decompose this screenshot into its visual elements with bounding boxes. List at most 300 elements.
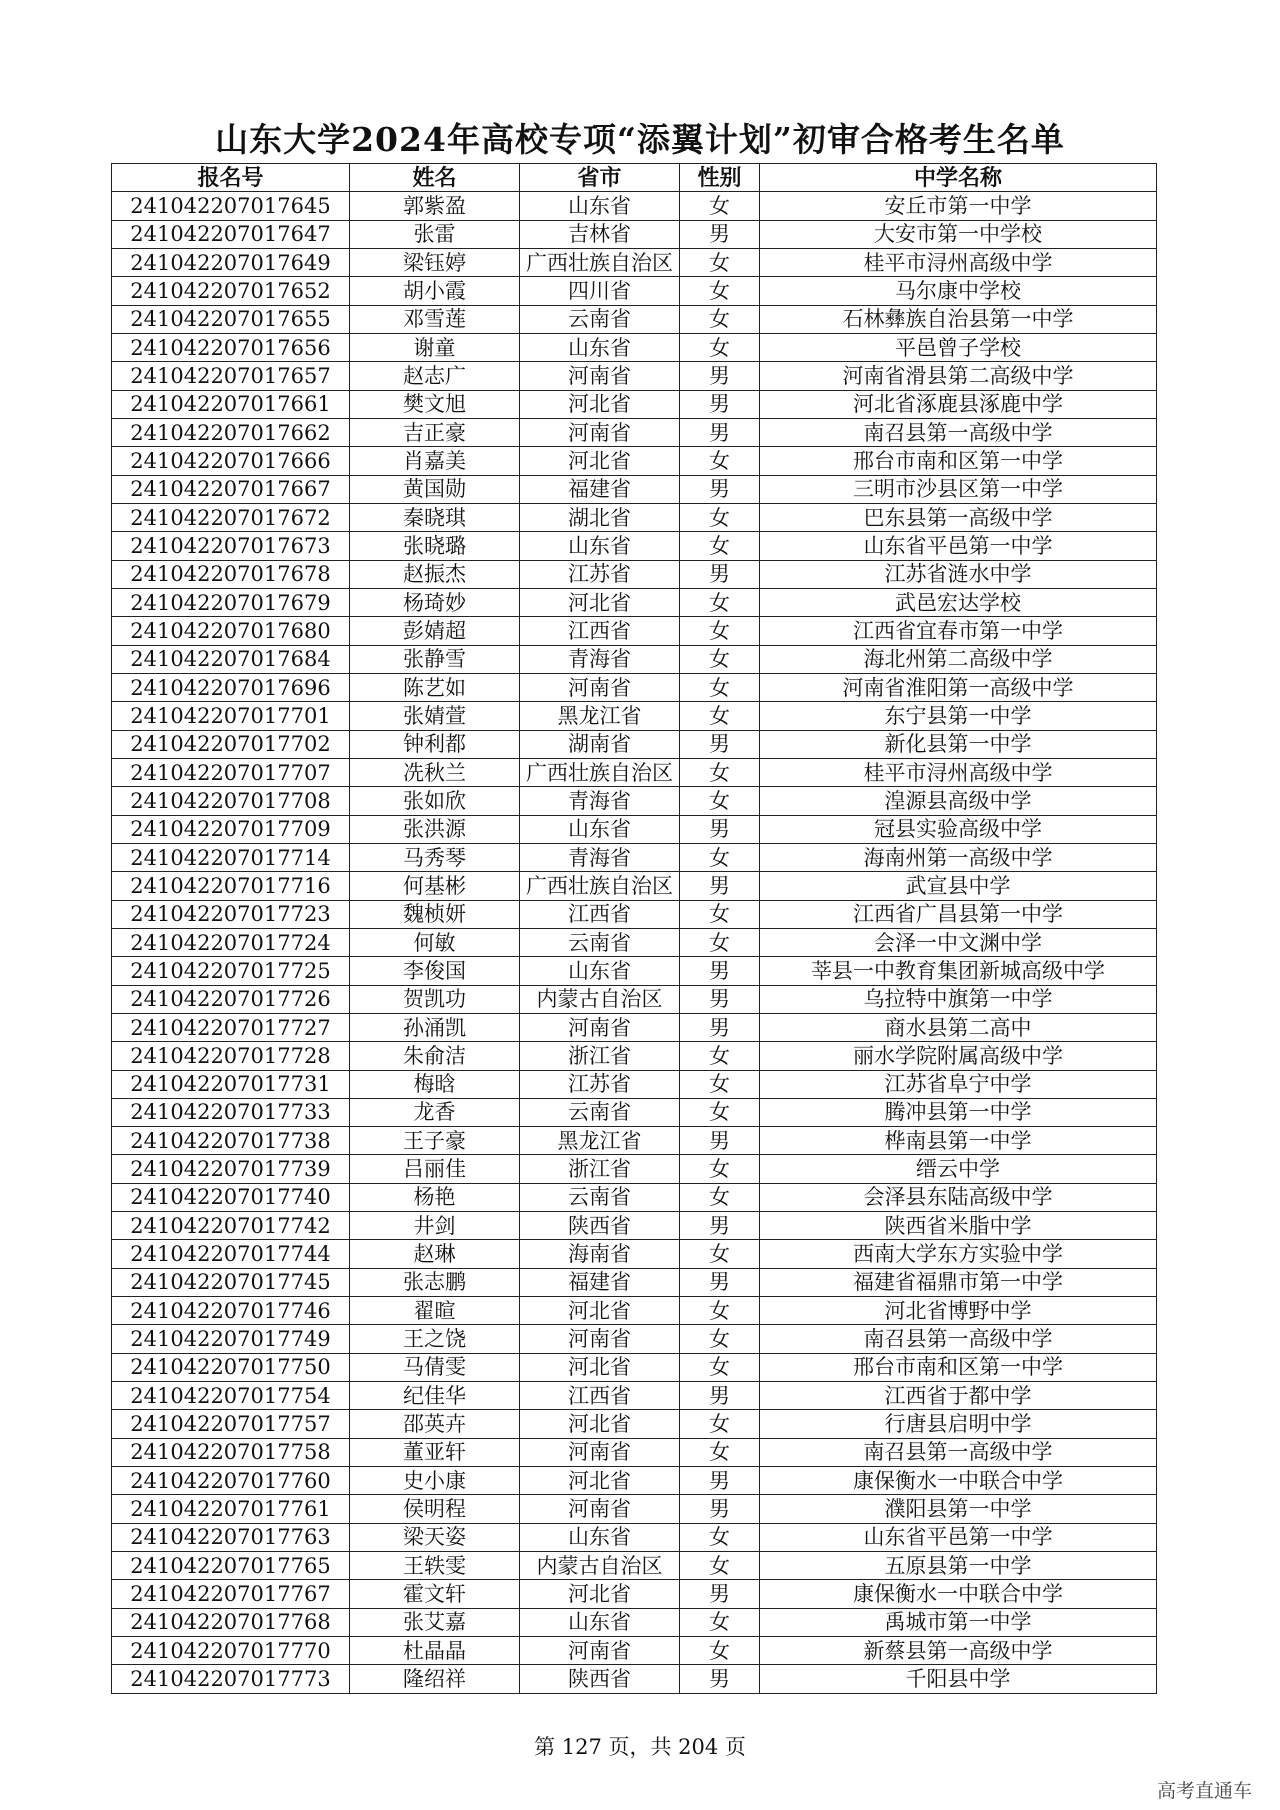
table-row [112, 815, 1157, 843]
province-cell: 河南省 [520, 362, 680, 390]
registration-number-cell: 241042207017696 [112, 673, 350, 701]
registration-number-cell: 241042207017708 [112, 787, 350, 815]
province-cell: 河北省 [520, 447, 680, 475]
province-cell: 广西壮族自治区 [520, 758, 680, 786]
gender-cell: 男 [680, 815, 760, 843]
page-number: 第 127 页，共 204 页 [534, 1735, 746, 1759]
table-row [112, 418, 1157, 446]
registration-number-cell: 241042207017656 [112, 333, 350, 361]
province-cell: 内蒙古自治区 [520, 985, 680, 1013]
table-row [112, 787, 1157, 815]
gender-cell: 男 [680, 475, 760, 503]
registration-number-cell: 241042207017765 [112, 1552, 350, 1580]
province-cell: 青海省 [520, 843, 680, 871]
school-cell: 缙云中学 [760, 1155, 1157, 1183]
table-row [112, 1127, 1157, 1155]
header-school: 中学名称 [760, 164, 1157, 192]
registration-number-cell: 241042207017725 [112, 957, 350, 985]
registration-number-cell: 241042207017673 [112, 532, 350, 560]
school-cell: 新化县第一中学 [760, 730, 1157, 758]
registration-number-cell: 241042207017709 [112, 815, 350, 843]
province-cell: 福建省 [520, 1268, 680, 1296]
province-cell: 浙江省 [520, 1042, 680, 1070]
table-row [112, 1382, 1157, 1410]
name-cell: 王子豪 [350, 1127, 520, 1155]
name-cell: 马倩雯 [350, 1353, 520, 1381]
name-cell: 侯明程 [350, 1495, 520, 1523]
name-cell: 王轶雯 [350, 1552, 520, 1580]
gender-cell: 男 [680, 1127, 760, 1155]
province-cell: 广西壮族自治区 [520, 872, 680, 900]
registration-number-cell: 241042207017744 [112, 1240, 350, 1268]
school-cell: 武宣县中学 [760, 872, 1157, 900]
gender-cell: 男 [680, 872, 760, 900]
name-cell: 王之饶 [350, 1325, 520, 1353]
name-cell: 梁天姿 [350, 1523, 520, 1551]
name-cell: 贺凯功 [350, 985, 520, 1013]
registration-number-cell: 241042207017716 [112, 872, 350, 900]
table-row [112, 843, 1157, 871]
school-cell: 江西省宜春市第一中学 [760, 617, 1157, 645]
school-cell: 平邑曾子学校 [760, 333, 1157, 361]
school-cell: 邢台市南和区第一中学 [760, 447, 1157, 475]
table-row [112, 305, 1157, 333]
gender-cell: 女 [680, 503, 760, 531]
gender-cell: 女 [680, 1297, 760, 1325]
school-cell: 南召县第一高级中学 [760, 1325, 1157, 1353]
name-cell: 胡小霞 [350, 277, 520, 305]
candidate-table [111, 163, 1157, 1694]
school-cell: 山东省平邑第一中学 [760, 532, 1157, 560]
registration-number-cell: 241042207017702 [112, 730, 350, 758]
table-row [112, 730, 1157, 758]
registration-number-cell: 241042207017662 [112, 418, 350, 446]
name-cell: 隆绍祥 [350, 1665, 520, 1693]
province-cell: 黑龙江省 [520, 1127, 680, 1155]
name-cell: 彭婧超 [350, 617, 520, 645]
name-cell: 张如欣 [350, 787, 520, 815]
gender-cell: 女 [680, 900, 760, 928]
name-cell: 秦晓琪 [350, 503, 520, 531]
gender-cell: 男 [680, 730, 760, 758]
province-cell: 福建省 [520, 475, 680, 503]
header-name: 姓名 [350, 164, 520, 192]
page-title: 山东大学2024年高校专项“添翼计划”初审合格考生名单 [215, 120, 1065, 159]
name-cell: 魏桢妍 [350, 900, 520, 928]
name-cell: 梅晗 [350, 1070, 520, 1098]
table-row [112, 1523, 1157, 1551]
name-cell: 肖嘉美 [350, 447, 520, 475]
province-cell: 河南省 [520, 1013, 680, 1041]
registration-number-cell: 241042207017749 [112, 1325, 350, 1353]
table-row [112, 1098, 1157, 1126]
registration-number-cell: 241042207017661 [112, 390, 350, 418]
school-cell: 武邑宏达学校 [760, 588, 1157, 616]
table-row [112, 1013, 1157, 1041]
name-cell: 杜晶晶 [350, 1637, 520, 1665]
table-row [112, 333, 1157, 361]
registration-number-cell: 241042207017758 [112, 1438, 350, 1466]
table-row [112, 390, 1157, 418]
registration-number-cell: 241042207017679 [112, 588, 350, 616]
province-cell: 河南省 [520, 1438, 680, 1466]
school-cell: 千阳县中学 [760, 1665, 1157, 1693]
name-cell: 龙香 [350, 1098, 520, 1126]
province-cell: 江西省 [520, 900, 680, 928]
province-cell: 河南省 [520, 418, 680, 446]
gender-cell: 男 [680, 220, 760, 248]
registration-number-cell: 241042207017647 [112, 220, 350, 248]
table-header-row [112, 164, 1157, 192]
table-row [112, 1580, 1157, 1608]
gender-cell: 女 [680, 702, 760, 730]
name-cell: 张洪源 [350, 815, 520, 843]
school-cell: 大安市第一中学校 [760, 220, 1157, 248]
table-row [112, 985, 1157, 1013]
name-cell: 井剑 [350, 1212, 520, 1240]
table-row [112, 588, 1157, 616]
name-cell: 张晓璐 [350, 532, 520, 560]
school-cell: 会泽一中文渊中学 [760, 928, 1157, 956]
name-cell: 史小康 [350, 1467, 520, 1495]
province-cell: 河北省 [520, 1353, 680, 1381]
table-row [112, 1438, 1157, 1466]
name-cell: 赵志广 [350, 362, 520, 390]
school-cell: 福建省福鼎市第一中学 [760, 1268, 1157, 1296]
province-cell: 湖南省 [520, 730, 680, 758]
registration-number-cell: 241042207017707 [112, 758, 350, 786]
school-cell: 江西省广昌县第一中学 [760, 900, 1157, 928]
table-row [112, 1297, 1157, 1325]
table-row [112, 1325, 1157, 1353]
table-row [112, 447, 1157, 475]
gender-cell: 女 [680, 1410, 760, 1438]
name-cell: 董亚轩 [350, 1438, 520, 1466]
table-row [112, 957, 1157, 985]
name-cell: 邵英卉 [350, 1410, 520, 1438]
gender-cell: 男 [680, 1212, 760, 1240]
gender-cell: 女 [680, 1070, 760, 1098]
school-cell: 濮阳县第一中学 [760, 1495, 1157, 1523]
registration-number-cell: 241042207017770 [112, 1637, 350, 1665]
table-row [112, 1665, 1157, 1693]
school-cell: 河南省淮阳第一高级中学 [760, 673, 1157, 701]
school-cell: 新蔡县第一高级中学 [760, 1637, 1157, 1665]
registration-number-cell: 241042207017723 [112, 900, 350, 928]
gender-cell: 女 [680, 1552, 760, 1580]
school-cell: 河北省涿鹿县涿鹿中学 [760, 390, 1157, 418]
table-row [112, 1353, 1157, 1381]
table-row [112, 1042, 1157, 1070]
registration-number-cell: 241042207017672 [112, 503, 350, 531]
registration-number-cell: 241042207017768 [112, 1608, 350, 1636]
province-cell: 江西省 [520, 617, 680, 645]
name-cell: 朱俞洁 [350, 1042, 520, 1070]
table-row [112, 1608, 1157, 1636]
table-row [112, 503, 1157, 531]
registration-number-cell: 241042207017742 [112, 1212, 350, 1240]
table-row [112, 362, 1157, 390]
school-cell: 乌拉特中旗第一中学 [760, 985, 1157, 1013]
table-row [112, 645, 1157, 673]
school-cell: 禹城市第一中学 [760, 1608, 1157, 1636]
school-cell: 五原县第一中学 [760, 1552, 1157, 1580]
header-gender: 性别 [680, 164, 760, 192]
gender-cell: 男 [680, 1580, 760, 1608]
gender-cell: 女 [680, 1183, 760, 1211]
gender-cell: 男 [680, 1495, 760, 1523]
school-cell: 石林彝族自治县第一中学 [760, 305, 1157, 333]
school-cell: 会泽县东陆高级中学 [760, 1183, 1157, 1211]
school-cell: 冠县实验高级中学 [760, 815, 1157, 843]
school-cell: 山东省平邑第一中学 [760, 1523, 1157, 1551]
registration-number-cell: 241042207017746 [112, 1297, 350, 1325]
registration-number-cell: 241042207017745 [112, 1268, 350, 1296]
table-row [112, 872, 1157, 900]
school-cell: 江苏省阜宁中学 [760, 1070, 1157, 1098]
province-cell: 山东省 [520, 1608, 680, 1636]
gender-cell: 女 [680, 532, 760, 560]
name-cell: 孙涌凯 [350, 1013, 520, 1041]
school-cell: 湟源县高级中学 [760, 787, 1157, 815]
registration-number-cell: 241042207017740 [112, 1183, 350, 1211]
name-cell: 霍文轩 [350, 1580, 520, 1608]
table-row [112, 928, 1157, 956]
province-cell: 青海省 [520, 645, 680, 673]
province-cell: 山东省 [520, 532, 680, 560]
gender-cell: 男 [680, 1665, 760, 1693]
table-row [112, 560, 1157, 588]
school-cell: 腾冲县第一中学 [760, 1098, 1157, 1126]
name-cell: 吕丽佳 [350, 1155, 520, 1183]
gender-cell: 女 [680, 1042, 760, 1070]
province-cell: 黑龙江省 [520, 702, 680, 730]
gender-cell: 男 [680, 362, 760, 390]
registration-number-cell: 241042207017738 [112, 1127, 350, 1155]
table-row [112, 617, 1157, 645]
province-cell: 山东省 [520, 192, 680, 220]
registration-number-cell: 241042207017767 [112, 1580, 350, 1608]
registration-number-cell: 241042207017667 [112, 475, 350, 503]
school-cell: 海南州第一高级中学 [760, 843, 1157, 871]
school-cell: 邢台市南和区第一中学 [760, 1353, 1157, 1381]
table-row [112, 475, 1157, 503]
gender-cell: 男 [680, 390, 760, 418]
school-cell: 马尔康中学校 [760, 277, 1157, 305]
province-cell: 山东省 [520, 1523, 680, 1551]
registration-number-cell: 241042207017739 [112, 1155, 350, 1183]
table-row [112, 900, 1157, 928]
name-cell: 杨艳 [350, 1183, 520, 1211]
gender-cell: 男 [680, 1382, 760, 1410]
name-cell: 张婧萱 [350, 702, 520, 730]
gender-cell: 男 [680, 1467, 760, 1495]
gender-cell: 男 [680, 560, 760, 588]
gender-cell: 女 [680, 1637, 760, 1665]
table-row [112, 1183, 1157, 1211]
registration-number-cell: 241042207017760 [112, 1467, 350, 1495]
gender-cell: 女 [680, 758, 760, 786]
name-cell: 赵琳 [350, 1240, 520, 1268]
registration-number-cell: 241042207017754 [112, 1382, 350, 1410]
gender-cell: 女 [680, 1155, 760, 1183]
registration-number-cell: 241042207017649 [112, 248, 350, 276]
province-cell: 江苏省 [520, 1070, 680, 1098]
registration-number-cell: 241042207017750 [112, 1353, 350, 1381]
registration-number-cell: 241042207017728 [112, 1042, 350, 1070]
name-cell: 杨琦妙 [350, 588, 520, 616]
gender-cell: 女 [680, 1523, 760, 1551]
gender-cell: 女 [680, 277, 760, 305]
school-cell: 江苏省涟水中学 [760, 560, 1157, 588]
registration-number-cell: 241042207017724 [112, 928, 350, 956]
gender-cell: 男 [680, 418, 760, 446]
school-cell: 三明市沙县区第一中学 [760, 475, 1157, 503]
province-cell: 河北省 [520, 588, 680, 616]
table-row [112, 1495, 1157, 1523]
table-row [112, 1268, 1157, 1296]
name-cell: 黄国勋 [350, 475, 520, 503]
gender-cell: 女 [680, 1098, 760, 1126]
registration-number-cell: 241042207017680 [112, 617, 350, 645]
name-cell: 邓雪莲 [350, 305, 520, 333]
province-cell: 河北省 [520, 1580, 680, 1608]
table-row [112, 1212, 1157, 1240]
province-cell: 云南省 [520, 1098, 680, 1126]
province-cell: 江苏省 [520, 560, 680, 588]
header-registration-number: 报名号 [112, 164, 350, 192]
province-cell: 吉林省 [520, 220, 680, 248]
table-row [112, 532, 1157, 560]
registration-number-cell: 241042207017657 [112, 362, 350, 390]
name-cell: 张雷 [350, 220, 520, 248]
name-cell: 冼秋兰 [350, 758, 520, 786]
province-cell: 山东省 [520, 957, 680, 985]
province-cell: 江西省 [520, 1382, 680, 1410]
table-row [112, 673, 1157, 701]
gender-cell: 女 [680, 673, 760, 701]
province-cell: 陕西省 [520, 1665, 680, 1693]
gender-cell: 女 [680, 248, 760, 276]
province-cell: 陕西省 [520, 1212, 680, 1240]
school-cell: 江西省于都中学 [760, 1382, 1157, 1410]
province-cell: 云南省 [520, 928, 680, 956]
name-cell: 赵振杰 [350, 560, 520, 588]
registration-number-cell: 241042207017645 [112, 192, 350, 220]
table-row [112, 702, 1157, 730]
province-cell: 湖北省 [520, 503, 680, 531]
school-cell: 行唐县启明中学 [760, 1410, 1157, 1438]
province-cell: 河南省 [520, 1637, 680, 1665]
registration-number-cell: 241042207017733 [112, 1098, 350, 1126]
province-cell: 河南省 [520, 1495, 680, 1523]
name-cell: 何基彬 [350, 872, 520, 900]
gender-cell: 男 [680, 1013, 760, 1041]
gender-cell: 女 [680, 928, 760, 956]
gender-cell: 女 [680, 1438, 760, 1466]
registration-number-cell: 241042207017652 [112, 277, 350, 305]
registration-number-cell: 241042207017761 [112, 1495, 350, 1523]
gender-cell: 女 [680, 1240, 760, 1268]
school-cell: 桂平市浔州高级中学 [760, 758, 1157, 786]
name-cell: 樊文旭 [350, 390, 520, 418]
school-cell: 商水县第二高中 [760, 1013, 1157, 1041]
table-row [112, 758, 1157, 786]
province-cell: 河北省 [520, 1410, 680, 1438]
province-cell: 浙江省 [520, 1155, 680, 1183]
school-cell: 巴东县第一高级中学 [760, 503, 1157, 531]
school-cell: 河南省滑县第二高级中学 [760, 362, 1157, 390]
school-cell: 海北州第二高级中学 [760, 645, 1157, 673]
school-cell: 南召县第一高级中学 [760, 1438, 1157, 1466]
gender-cell: 女 [680, 617, 760, 645]
gender-cell: 女 [680, 588, 760, 616]
gender-cell: 女 [680, 305, 760, 333]
gender-cell: 男 [680, 1268, 760, 1296]
school-cell: 桂平市浔州高级中学 [760, 248, 1157, 276]
name-cell: 张静雪 [350, 645, 520, 673]
registration-number-cell: 241042207017727 [112, 1013, 350, 1041]
name-cell: 郭紫盈 [350, 192, 520, 220]
gender-cell: 女 [680, 1325, 760, 1353]
registration-number-cell: 241042207017684 [112, 645, 350, 673]
school-cell: 康保衡水一中联合中学 [760, 1580, 1157, 1608]
registration-number-cell: 241042207017731 [112, 1070, 350, 1098]
school-cell: 河北省博野中学 [760, 1297, 1157, 1325]
name-cell: 张艾嘉 [350, 1608, 520, 1636]
table-row [112, 1240, 1157, 1268]
table-row [112, 220, 1157, 248]
table-row [112, 1070, 1157, 1098]
watermark: 高考直通车 [1156, 1780, 1252, 1802]
name-cell: 张志鹏 [350, 1268, 520, 1296]
gender-cell: 女 [680, 787, 760, 815]
gender-cell: 女 [680, 843, 760, 871]
school-cell: 安丘市第一中学 [760, 192, 1157, 220]
school-cell: 西南大学东方实验中学 [760, 1240, 1157, 1268]
province-cell: 河北省 [520, 390, 680, 418]
registration-number-cell: 241042207017678 [112, 560, 350, 588]
gender-cell: 女 [680, 447, 760, 475]
province-cell: 广西壮族自治区 [520, 248, 680, 276]
province-cell: 四川省 [520, 277, 680, 305]
name-cell: 吉正豪 [350, 418, 520, 446]
school-cell: 桦南县第一中学 [760, 1127, 1157, 1155]
table-row [112, 1637, 1157, 1665]
name-cell: 纪佳华 [350, 1382, 520, 1410]
registration-number-cell: 241042207017757 [112, 1410, 350, 1438]
table-row [112, 1552, 1157, 1580]
province-cell: 云南省 [520, 305, 680, 333]
province-cell: 河南省 [520, 1325, 680, 1353]
table-row [112, 277, 1157, 305]
province-cell: 山东省 [520, 815, 680, 843]
province-cell: 河北省 [520, 1297, 680, 1325]
gender-cell: 女 [680, 192, 760, 220]
gender-cell: 女 [680, 1353, 760, 1381]
school-cell: 丽水学院附属高级中学 [760, 1042, 1157, 1070]
header-province: 省市 [520, 164, 680, 192]
province-cell: 内蒙古自治区 [520, 1552, 680, 1580]
gender-cell: 男 [680, 957, 760, 985]
registration-number-cell: 241042207017714 [112, 843, 350, 871]
province-cell: 云南省 [520, 1183, 680, 1211]
table-row [112, 1467, 1157, 1495]
province-cell: 河北省 [520, 1467, 680, 1495]
school-cell: 陕西省米脂中学 [760, 1212, 1157, 1240]
gender-cell: 女 [680, 645, 760, 673]
name-cell: 何敏 [350, 928, 520, 956]
